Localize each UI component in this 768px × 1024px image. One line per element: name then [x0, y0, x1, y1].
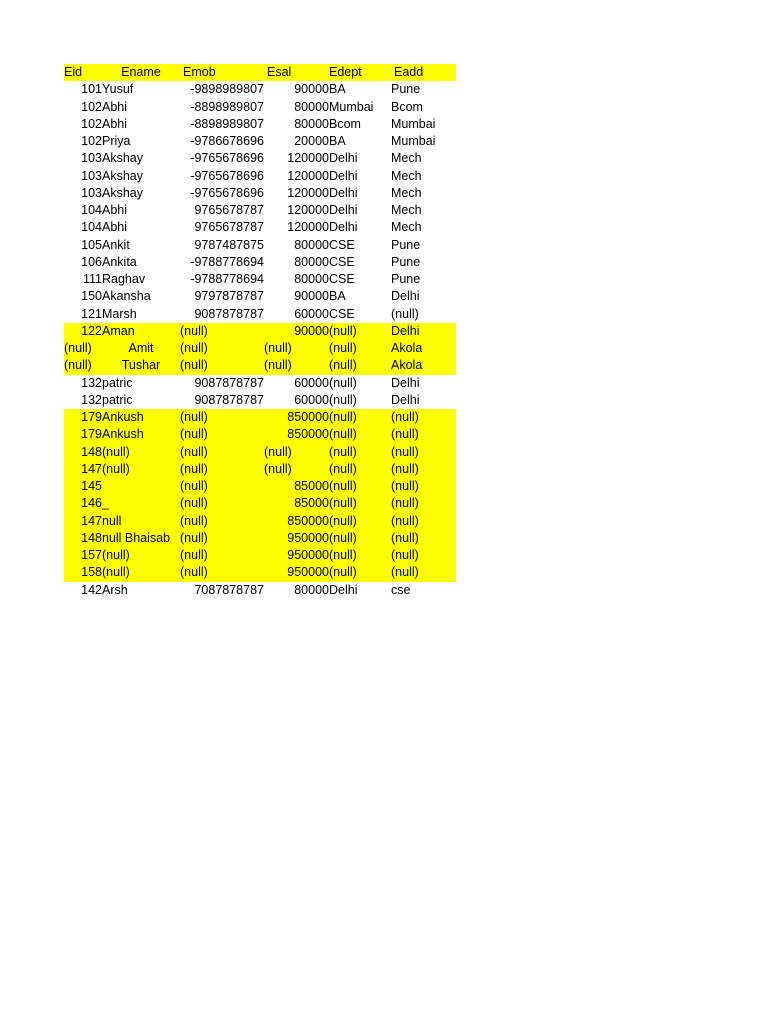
cell-ename[interactable]: (null): [102, 564, 180, 581]
table-row: [64, 150, 456, 167]
cell-emob[interactable]: (null): [180, 478, 264, 495]
cell-edept[interactable]: (null): [329, 323, 391, 340]
cell-ename[interactable]: Aman: [102, 323, 180, 340]
cell-eadd[interactable]: Mumbai: [391, 116, 436, 131]
cell-eadd[interactable]: Pune: [391, 237, 421, 252]
cell-eadd[interactable]: (null): [391, 530, 456, 547]
cell-esal[interactable]: (null): [264, 461, 329, 478]
cell-emob[interactable]: 9765678787: [194, 220, 264, 235]
cell-eid[interactable]: 146: [64, 495, 102, 512]
cell-esal[interactable]: 80000: [294, 237, 329, 252]
cell-emob[interactable]: (null): [180, 530, 264, 547]
table-row: [64, 99, 456, 116]
cell-edept[interactable]: BA: [329, 134, 346, 148]
cell-eadd[interactable]: Mech: [391, 203, 422, 217]
cell-edept[interactable]: Delhi: [329, 203, 358, 217]
cell-esal[interactable]: 85000: [264, 478, 329, 495]
cell-emob[interactable]: (null): [180, 426, 264, 443]
cell-edept[interactable]: (null): [329, 340, 391, 357]
cell-eadd[interactable]: (null): [391, 426, 456, 443]
cell-esal[interactable]: 80000: [294, 272, 329, 286]
table-row: [64, 202, 456, 219]
cell-edept[interactable]: (null): [329, 547, 391, 564]
cell-eid[interactable]: 101: [81, 82, 102, 97]
cell-emob[interactable]: 9787487875: [194, 237, 264, 252]
cell-esal[interactable]: 80000: [294, 582, 329, 597]
cell-esal[interactable]: 60000: [294, 375, 329, 390]
cell-eid[interactable]: 150: [81, 289, 102, 304]
table-row: [64, 168, 456, 185]
cell-edept[interactable]: (null): [329, 375, 357, 390]
cell-emob[interactable]: (null): [180, 340, 264, 357]
cell-ename[interactable]: Ankit: [102, 237, 130, 252]
table-row: [64, 357, 456, 374]
cell-eid[interactable]: 142: [81, 582, 102, 597]
cell-ename[interactable]: _: [102, 495, 180, 512]
cell-eadd[interactable]: Pune: [391, 272, 421, 286]
cell-eid[interactable]: 103: [81, 151, 102, 166]
cell-emob[interactable]: (null): [180, 461, 264, 478]
header-row: [64, 64, 456, 81]
table-row: [64, 219, 456, 236]
cell-edept[interactable]: Bcom: [329, 116, 361, 131]
cell-eadd[interactable]: Mumbai: [391, 134, 436, 148]
cell-emob[interactable]: 7087878787: [194, 582, 264, 597]
cell-esal[interactable]: (null): [264, 357, 329, 374]
cell-edept[interactable]: (null): [329, 495, 391, 512]
cell-ename[interactable]: null: [102, 513, 180, 530]
table-row: [64, 530, 456, 547]
table-row: [64, 547, 456, 564]
table-row: [64, 426, 456, 443]
cell-eid[interactable]: 147: [64, 513, 102, 530]
cell-esal[interactable]: 20000: [294, 134, 329, 148]
cell-emob[interactable]: -9898989807: [190, 82, 264, 97]
cell-esal[interactable]: 120000: [287, 185, 329, 200]
cell-eid[interactable]: 179: [64, 409, 102, 426]
cell-eid[interactable]: 147: [64, 461, 102, 478]
cell-eadd[interactable]: (null): [391, 513, 456, 530]
cell-edept[interactable]: Delhi: [329, 168, 358, 183]
table-row: [64, 271, 456, 288]
cell-esal[interactable]: 80000: [294, 254, 329, 269]
cell-esal[interactable]: 60000: [294, 306, 329, 321]
cell-eadd[interactable]: Delhi: [391, 392, 420, 407]
cell-emob[interactable]: (null): [180, 547, 264, 564]
cell-edept[interactable]: Mumbai: [329, 99, 374, 114]
cell-esal[interactable]: 60000: [294, 392, 329, 407]
cell-edept[interactable]: CSE: [329, 237, 355, 252]
cell-emob[interactable]: -9765678696: [190, 151, 264, 166]
cell-ename[interactable]: (null): [102, 444, 180, 461]
cell-eadd[interactable]: Delhi: [391, 289, 420, 304]
cell-edept[interactable]: (null): [329, 392, 357, 407]
table-row: [64, 495, 456, 512]
cell-edept[interactable]: (null): [329, 461, 391, 478]
cell-esal[interactable]: 120000: [287, 203, 329, 217]
cell-esal[interactable]: 850000: [264, 513, 329, 530]
cell-eadd[interactable]: Mech: [391, 168, 422, 183]
header-ename[interactable]: Ename: [102, 64, 180, 81]
cell-ename[interactable]: Ankush: [102, 426, 180, 443]
cell-eadd[interactable]: (null): [391, 409, 456, 426]
cell-esal[interactable]: (null): [264, 340, 329, 357]
cell-edept[interactable]: (null): [329, 513, 391, 530]
cell-ename[interactable]: Akshay: [102, 185, 143, 200]
cell-emob[interactable]: 9797878787: [194, 289, 264, 304]
header-eid[interactable]: Eid: [64, 64, 102, 81]
cell-eadd[interactable]: Mech: [391, 185, 422, 200]
cell-eadd[interactable]: Delhi: [391, 375, 420, 390]
cell-emob[interactable]: (null): [180, 323, 264, 340]
cell-ename[interactable]: null Bhaisab: [102, 530, 180, 547]
cell-edept[interactable]: Delhi: [329, 220, 358, 235]
cell-esal[interactable]: 80000: [294, 116, 329, 131]
cell-edept[interactable]: (null): [329, 530, 391, 547]
cell-emob[interactable]: -8898989807: [190, 99, 264, 114]
table-row: [64, 392, 456, 409]
table-row: [64, 564, 456, 581]
cell-ename[interactable]: patric: [102, 392, 133, 407]
table-row: [64, 375, 456, 392]
cell-eadd[interactable]: (null): [391, 306, 419, 321]
cell-eadd[interactable]: (null): [391, 495, 456, 512]
table-row: [64, 582, 456, 599]
cell-edept[interactable]: (null): [329, 564, 391, 581]
cell-emob[interactable]: (null): [180, 357, 264, 374]
cell-ename[interactable]: (null): [102, 547, 180, 564]
cell-esal[interactable]: 120000: [287, 151, 329, 166]
cell-eadd[interactable]: Delhi: [391, 323, 456, 340]
cell-esal[interactable]: 90000: [294, 82, 329, 97]
cell-eadd[interactable]: Akola: [391, 340, 456, 357]
cell-emob[interactable]: 9087878787: [194, 392, 264, 407]
cell-eadd[interactable]: Akola: [391, 357, 456, 374]
cell-esal[interactable]: 120000: [287, 168, 329, 183]
cell-emob[interactable]: 9087878787: [194, 375, 264, 390]
cell-edept[interactable]: (null): [329, 426, 391, 443]
cell-eid[interactable]: 103: [81, 185, 102, 200]
cell-emob[interactable]: -9786678696: [190, 134, 264, 148]
cell-eid[interactable]: 105: [81, 237, 102, 252]
cell-eid[interactable]: 104: [81, 203, 102, 217]
cell-eid[interactable]: (null): [64, 340, 102, 357]
cell-ename[interactable]: (null): [102, 461, 180, 478]
cell-ename[interactable]: Raghav: [102, 272, 146, 286]
cell-eadd[interactable]: cse: [391, 582, 411, 597]
cell-edept[interactable]: Delhi: [329, 582, 358, 597]
table-row: [64, 133, 456, 150]
cell-edept[interactable]: (null): [329, 409, 391, 426]
table-row: [64, 461, 456, 478]
employee-sheet: [64, 64, 456, 599]
cell-edept[interactable]: BA: [329, 82, 346, 97]
cell-eid[interactable]: 102: [81, 134, 102, 148]
table-row: [64, 116, 456, 133]
cell-eadd[interactable]: Mech: [391, 151, 422, 166]
cell-eadd[interactable]: (null): [391, 564, 456, 581]
cell-ename[interactable]: Marsh: [102, 306, 137, 321]
cell-eadd[interactable]: (null): [391, 461, 456, 478]
cell-ename[interactable]: Tushar: [102, 357, 180, 374]
cell-esal[interactable]: 85000: [264, 495, 329, 512]
cell-eid[interactable]: 102: [81, 99, 102, 114]
cell-ename[interactable]: Priya: [102, 134, 131, 148]
cell-eadd[interactable]: Pune: [391, 82, 421, 97]
cell-ename[interactable]: [102, 478, 180, 495]
cell-ename[interactable]: Akansha: [102, 289, 151, 304]
cell-ename[interactable]: Ankita: [102, 254, 137, 269]
cell-esal[interactable]: 90000: [294, 289, 329, 304]
cell-eid[interactable]: 148: [64, 530, 102, 547]
cell-eid[interactable]: 106: [81, 254, 102, 269]
table-row: [64, 409, 456, 426]
cell-emob[interactable]: (null): [180, 409, 264, 426]
cell-esal[interactable]: 950000: [264, 547, 329, 564]
cell-eid[interactable]: 103: [81, 168, 102, 183]
cell-edept[interactable]: Delhi: [329, 151, 358, 166]
cell-eadd[interactable]: (null): [391, 547, 456, 564]
cell-edept[interactable]: (null): [329, 478, 391, 495]
cell-edept[interactable]: (null): [329, 444, 391, 461]
cell-eid[interactable]: 132: [81, 392, 102, 407]
cell-eid[interactable]: 132: [81, 375, 102, 390]
cell-emob[interactable]: (null): [180, 444, 264, 461]
cell-emob[interactable]: (null): [180, 513, 264, 530]
cell-ename[interactable]: Amit: [102, 340, 180, 357]
cell-esal[interactable]: 950000: [264, 564, 329, 581]
cell-emob[interactable]: -8898989807: [190, 116, 264, 131]
header-eadd[interactable]: Eadd: [391, 64, 456, 81]
cell-edept[interactable]: CSE: [329, 254, 355, 269]
cell-ename[interactable]: Abhi: [102, 116, 128, 131]
cell-ename[interactable]: Akshay: [102, 168, 143, 183]
table-row: [64, 254, 456, 271]
cell-edept[interactable]: (null): [329, 357, 391, 374]
cell-esal[interactable]: 950000: [264, 530, 329, 547]
cell-emob[interactable]: (null): [180, 495, 264, 512]
cell-ename[interactable]: Abhi: [102, 220, 128, 235]
cell-eid[interactable]: 104: [81, 220, 102, 235]
table-row: [64, 478, 456, 495]
table-row: [64, 444, 456, 461]
cell-eid[interactable]: 122: [64, 323, 102, 340]
cell-emob[interactable]: -9765678696: [190, 168, 264, 183]
cell-eid[interactable]: 121: [81, 306, 102, 321]
cell-eadd[interactable]: (null): [391, 478, 456, 495]
table-row: [64, 513, 456, 530]
cell-ename[interactable]: Abhi: [102, 203, 128, 217]
cell-eid[interactable]: 148: [64, 444, 102, 461]
cell-eadd[interactable]: Mech: [391, 220, 422, 235]
table-row: [64, 323, 456, 340]
cell-edept[interactable]: CSE: [329, 272, 355, 286]
cell-esal[interactable]: 90000: [264, 323, 329, 340]
cell-eadd[interactable]: Bcom: [391, 99, 423, 114]
cell-eid[interactable]: 157: [64, 547, 102, 564]
table-row: [64, 81, 456, 98]
cell-emob[interactable]: -9788778694: [190, 272, 264, 286]
cell-emob[interactable]: 9765678787: [194, 203, 264, 217]
header-emob[interactable]: Emob: [180, 64, 264, 81]
cell-eadd[interactable]: Pune: [391, 254, 421, 269]
cell-esal[interactable]: 850000: [264, 409, 329, 426]
table-row: [64, 237, 456, 254]
table-row: [64, 306, 456, 323]
cell-eadd[interactable]: (null): [391, 444, 456, 461]
header-esal[interactable]: Esal: [264, 64, 329, 81]
cell-ename[interactable]: patric: [102, 375, 133, 390]
table-row: [64, 340, 456, 357]
cell-esal[interactable]: 120000: [287, 220, 329, 235]
cell-ename[interactable]: Yusuf: [102, 82, 134, 97]
cell-ename[interactable]: Ankush: [102, 409, 180, 426]
cell-emob[interactable]: -9788778694: [190, 254, 264, 269]
cell-ename[interactable]: Akshay: [102, 151, 143, 166]
cell-eid[interactable]: 145: [64, 478, 102, 495]
header-edept[interactable]: Edept: [329, 64, 391, 81]
cell-emob[interactable]: -9765678696: [190, 185, 264, 200]
cell-esal[interactable]: 80000: [294, 99, 329, 114]
cell-eid[interactable]: 111: [82, 272, 102, 286]
cell-edept[interactable]: CSE: [329, 306, 355, 321]
cell-eid[interactable]: 158: [64, 564, 102, 581]
cell-emob[interactable]: 9087878787: [194, 306, 264, 321]
cell-eid[interactable]: (null): [64, 357, 102, 374]
cell-esal[interactable]: 850000: [264, 426, 329, 443]
cell-eid[interactable]: 102: [81, 116, 102, 131]
cell-edept[interactable]: Delhi: [329, 185, 358, 200]
cell-edept[interactable]: BA: [329, 289, 346, 304]
cell-esal[interactable]: (null): [264, 444, 329, 461]
table-row: [64, 185, 456, 202]
cell-emob[interactable]: (null): [180, 564, 264, 581]
cell-ename[interactable]: Arsh: [102, 582, 128, 597]
cell-eid[interactable]: 179: [64, 426, 102, 443]
cell-ename[interactable]: Abhi: [102, 99, 128, 114]
table-row: [64, 288, 456, 305]
